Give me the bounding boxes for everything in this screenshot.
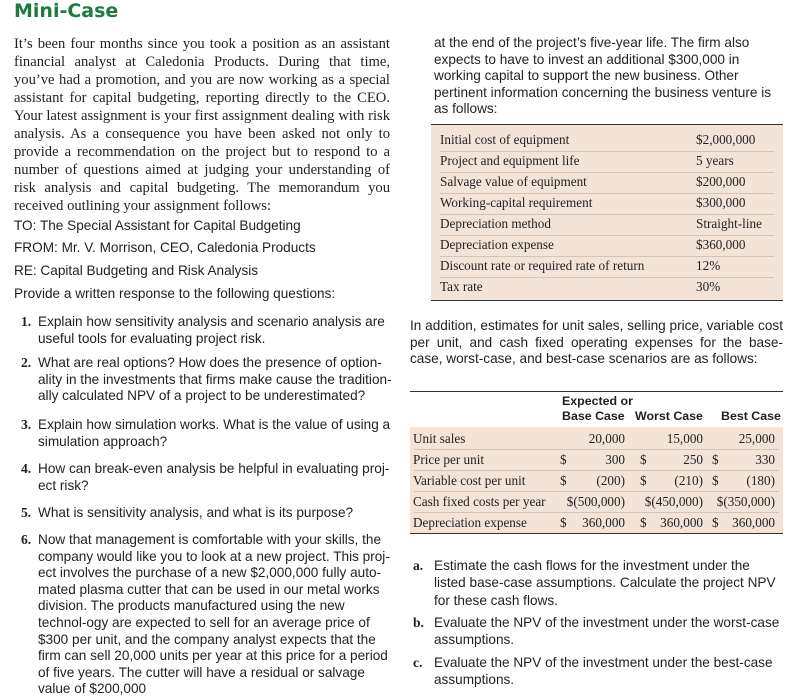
question-item — [14, 314, 392, 347]
currency-symbol: $ — [712, 452, 719, 467]
table-row — [440, 277, 774, 297]
row-value: 12% — [696, 258, 721, 273]
question-text: Explain how sensitivity analysis and scenario analysis are useful tools for evaluating project risk. — [38, 314, 385, 346]
row-label: Unit sales — [413, 431, 466, 446]
table-row — [410, 492, 783, 512]
table-row — [410, 471, 783, 491]
row-value: $2,000,000 — [696, 132, 756, 147]
table-row — [410, 429, 783, 449]
header-best: Best Case — [721, 409, 781, 423]
cell-best: $(350,000) — [716, 494, 775, 509]
scenario-table — [410, 391, 783, 534]
row-value: 5 years — [696, 153, 734, 168]
table-row — [440, 235, 774, 255]
subquestion-item — [413, 654, 783, 689]
currency-symbol: $ — [640, 452, 647, 467]
subquestion-letter: a. — [413, 558, 424, 573]
table-row — [440, 172, 774, 192]
table-body — [410, 427, 783, 534]
row-value: $200,000 — [696, 174, 746, 189]
row-label: Project and equipment life — [440, 153, 580, 168]
question-item — [14, 532, 392, 698]
table-row — [440, 256, 774, 276]
header-expected-line2: Base Case — [562, 409, 625, 423]
table-row — [440, 214, 774, 234]
subquestion-letter: b. — [413, 615, 424, 630]
row-label: Depreciation expense — [440, 237, 554, 252]
header-worst: Worst Case — [635, 409, 703, 423]
cell-best: 330 — [755, 452, 775, 467]
row-label: Working-capital requirement — [440, 195, 593, 210]
memo-instruction: Provide a written response to the following questions: — [14, 286, 336, 301]
cell-base: 300 — [605, 452, 625, 467]
question-item — [14, 505, 392, 522]
question-number: 6. — [21, 532, 32, 547]
scenario-intro-paragraph: In addition, estimates for unit sales, selling price, variable cost per unit, and cash fixed operating expenses for the base-case, worst-case, and best-case scenarios are as follows: — [410, 318, 783, 367]
row-label: Tax rate — [440, 279, 483, 294]
row-value: $300,000 — [696, 195, 746, 210]
cell-worst: 15,000 — [666, 431, 703, 446]
currency-symbol: $ — [712, 515, 719, 530]
cell-worst: (210) — [674, 473, 703, 488]
cell-best: (180) — [746, 473, 775, 488]
question-number: 3. — [21, 417, 32, 432]
cell-base: 20,000 — [588, 431, 625, 446]
case-title: Mini-Case — [14, 0, 119, 22]
table-row — [440, 130, 774, 150]
question-number: 2. — [21, 355, 32, 370]
intro-paragraph: It’s been four months since you took a position as an assistant financial analyst at Caledonia Products. During that time, you’ve had a promotion, and you are now working as a special assistant for capital budgeting, reporting directly to the CEO. Your latest assignment is your first assignment dealing with risk analysis. As a consequence you have been asked not only to provide a recommendation on the project but to respond to a number of questions aimed at judging your understanding of risk analysis and capital budgeting. The memorandum you received outlining your assignment follows: — [14, 36, 390, 214]
row-label: Discount rate or required rate of return — [440, 258, 645, 273]
memo-to: TO: The Special Assistant for Capital Budgeting — [14, 218, 301, 233]
row-label: Depreciation expense — [413, 515, 527, 530]
cell-best: 25,000 — [738, 431, 775, 446]
question-text: How can break-even analysis be helpful in evaluating proj-ect risk? — [38, 461, 390, 493]
row-value: 30% — [696, 279, 721, 294]
currency-symbol: $ — [712, 473, 719, 488]
subquestion-text: Evaluate the NPV of the investment under the best-case assumptions. — [434, 655, 773, 688]
table-row — [440, 193, 774, 213]
subquestion-item — [413, 614, 783, 649]
row-label: Salvage value of equipment — [440, 174, 587, 189]
subquestion-text: Estimate the cash flows for the investment under the listed base-case assumptions. Calculate the project NPV for these cash flows. — [434, 558, 776, 608]
question-number: 5. — [21, 505, 32, 520]
subquestion-text: Evaluate the NPV of the investment under the worst-case assumptions. — [434, 615, 780, 648]
question-text: What are real options? How does the presence of option-ality in the investments that firms make cause the tradition-ally calculated NPV of a project to be underestimated? — [38, 355, 392, 404]
question-text: Explain how simulation works. What is the value of using a simulation approach? — [38, 417, 391, 449]
row-label: Variable cost per unit — [413, 473, 526, 488]
project-info-table — [431, 124, 783, 301]
cell-worst: 250 — [683, 452, 703, 467]
subquestion-item — [413, 557, 783, 609]
table-row — [410, 513, 783, 533]
header-expected-line1: Expected or — [562, 394, 633, 408]
memo-from: FROM: Mr. V. Morrison, CEO, Caledonia Products — [14, 240, 316, 255]
question-number: 4. — [21, 461, 32, 476]
row-value: Straight-line — [696, 216, 762, 231]
cell-base: 360,000 — [582, 515, 625, 530]
cell-worst: $(450,000) — [644, 494, 703, 509]
row-value: $360,000 — [696, 237, 746, 252]
currency-symbol: $ — [560, 452, 567, 467]
table-header — [410, 391, 783, 428]
row-label: Cash fixed costs per year — [413, 494, 546, 509]
question-item — [14, 461, 392, 494]
question-item — [14, 355, 392, 405]
table-row — [440, 151, 774, 171]
currency-symbol: $ — [560, 515, 567, 530]
question-number: 1. — [21, 314, 32, 329]
subquestion-letter: c. — [413, 655, 423, 670]
currency-symbol: $ — [640, 473, 647, 488]
question-text: Now that management is comfortable with your skills, the company would like you to look at a new project. This proj-ect involves the purchase of a new $2,000,000 fully auto-mated plasma cutter that can be used in our metal works division. The products manufactured using the new technol-ogy are expected to sell for an average price of $300 per unit, and the company analyst expects that the firm can sell 20,000 units per year at this price for a period of five years. The cutter will have a residual or salvage value of $200,000 — [38, 532, 390, 697]
question-text: What is sensitivity analysis, and what is its purpose? — [38, 505, 354, 520]
row-label: Depreciation method — [440, 216, 551, 231]
memo-re: RE: Capital Budgeting and Risk Analysis — [14, 263, 259, 278]
cell-best: 360,000 — [732, 515, 775, 530]
cell-base: $(500,000) — [566, 494, 625, 509]
continuation-paragraph: at the end of the project’s five-year life. The firm also expects to have to invest an additional $300,000 in working capital to support the new business. Other pertinent information concerning the business venture is as follows: — [434, 35, 772, 117]
question-item — [14, 417, 392, 450]
currency-symbol: $ — [560, 473, 567, 488]
cell-base: (200) — [596, 473, 625, 488]
currency-symbol: $ — [640, 515, 647, 530]
row-label: Initial cost of equipment — [440, 132, 570, 147]
row-label: Price per unit — [413, 452, 485, 467]
cell-worst: 360,000 — [660, 515, 703, 530]
table-row — [410, 450, 783, 470]
